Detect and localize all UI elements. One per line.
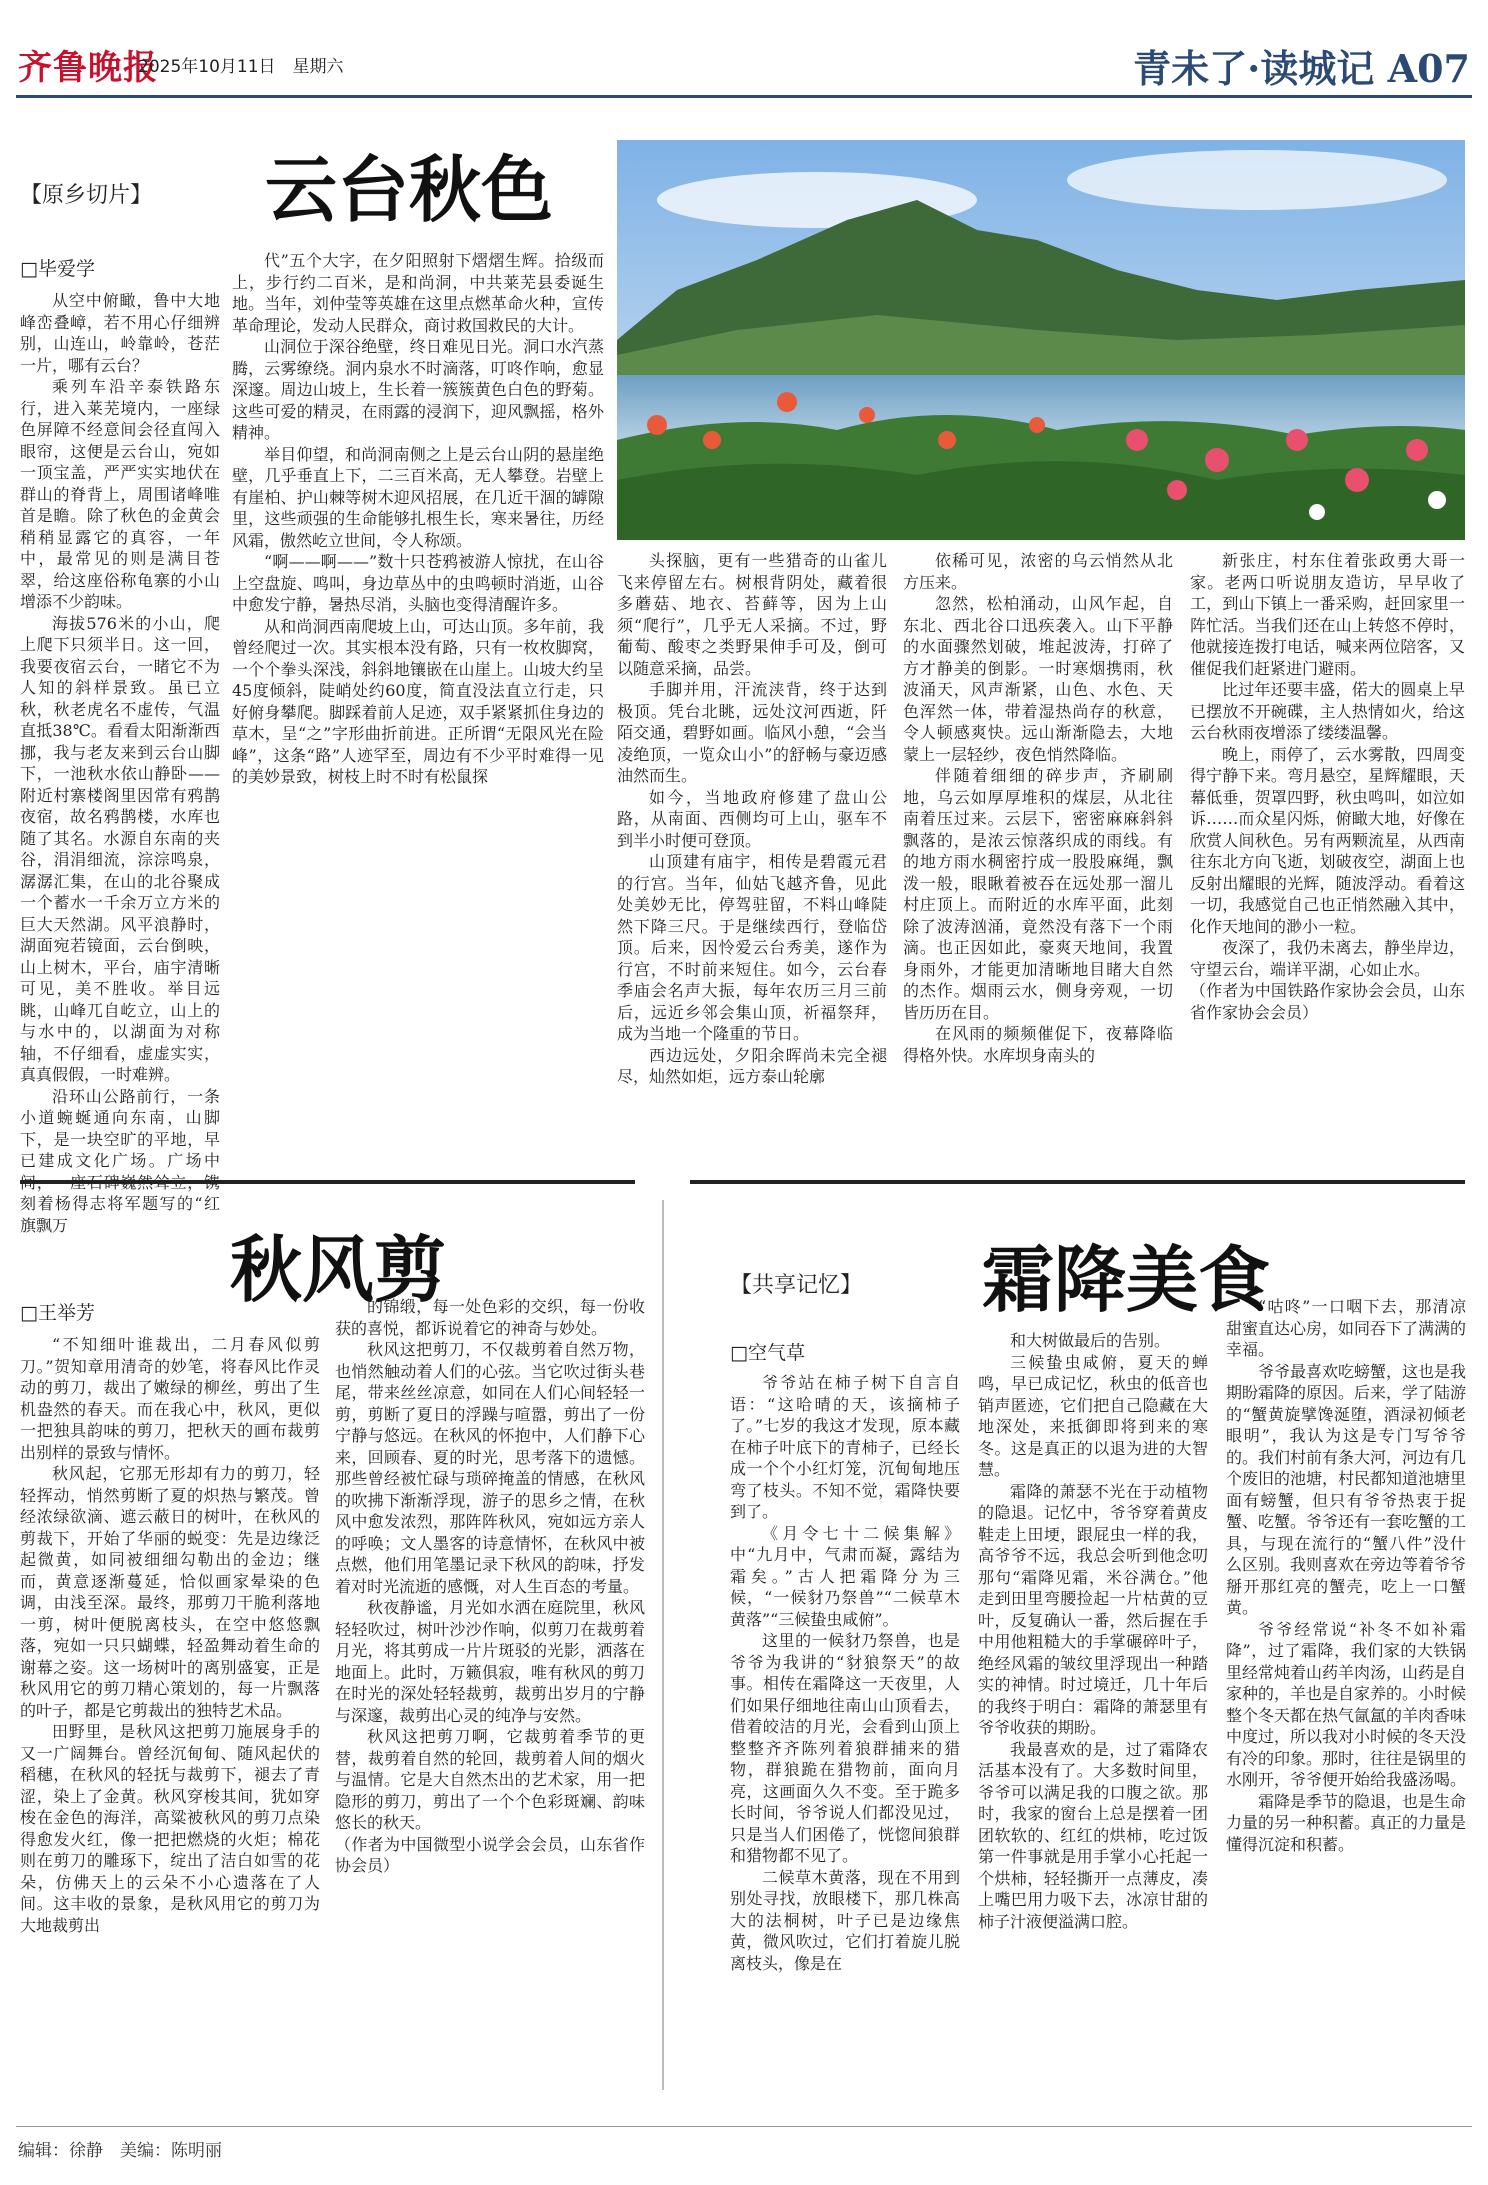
landscape-illustration [617, 140, 1465, 540]
column-divider [662, 1200, 664, 2090]
paragraph: 《月令七十二候集解》中“九月中，气肃而凝，露结为霜矣。”古人把霜降分为三候，“一候豺乃祭兽”“二候草木黄落”“三候蛰虫咸俯”。 [730, 1523, 960, 1629]
author-note: （作者为中国铁路作家协会会员，山东省作家协会会员） [1190, 981, 1465, 1022]
paragraph: 这里的一候豺乃祭兽，也是爷爷为我讲的“豺狼祭天”的故事。相传在霜降这一天夜里，人们如果仔细地往南山山顶看去，借着皎洁的月光，会看到山顶上整整齐齐陈列着狼群捕来的猎物，群狼跪在猎物前，面向月亮，这画面久久不变。至于跪多长时间，爷爷说人们都没见过，只是当人们困倦了，恍惚间狼群和猎物都不见了。 [730, 1631, 960, 1865]
article3-tag: 【共享记忆】 [730, 1273, 863, 1298]
paragraph: 伴随着细细的碎步声，齐刷刷地，乌云如厚厚堆积的煤层，从北往南着压过来。云层下，密密麻麻斜斜飘落的，是浓云惊落织成的雨线。有的地方雨水稠密拧成一股股麻绳，飘泼一般，眼瞅着被吞在远处那一溜儿村庄顶上。而附近的水库平面，此刻除了波涛汹涌，竟然没有落下一个雨滴。也正因如此，豪爽天地间，我置身雨外，才能更加清晰地目睹大自然的杰作。烟雨云水，侧身旁观，一切皆历历在目。 [903, 766, 1173, 1022]
article1-tag: 【原乡切片】 [20, 183, 153, 208]
masthead-rule [16, 95, 1472, 98]
paragraph: 夜深了，我仍未离去，静坐岸边，守望云台，端详平湖，心如止水。 [1190, 938, 1465, 979]
paragraph: 西边远处，夕阳余晖尚未完全褪尽，灿然如炬，远方泰山轮廓 [617, 1045, 887, 1086]
paragraph: 如今，当地政府修建了盘山公路，从南面、西侧均可上山，驱车不到半小时便可登顶。 [617, 787, 887, 850]
section-title: 青未了·读城记 A07 [1133, 46, 1470, 91]
landscape-photo [617, 140, 1465, 540]
article3-title: 霜降美食 [982, 1237, 1271, 1322]
paragraph: “啊——啊——”数十只苍鸦被游人惊扰，在山谷上空盘旋、鸣叫，身边草丛中的虫鸣顿时消逝，山谷中愈发宁静，暑热尽消，头脑也变得清醒许多。 [232, 552, 604, 614]
paragraph: 举目仰望，和尚洞南侧之上是云台山阴的悬崖绝壁，几乎垂直上下，二三百米高，无人攀登。岩壁上有崖柏、护山棘等树木迎风招展，在几近干涸的罅隙里，这些顽强的生命能够扎根生长，寒来暑往，历经风霜，傲然屹立世间，令人称颂。 [232, 444, 604, 550]
paragraph: 我最喜欢的是，过了霜降农活基本没有了。大多数时间里，爷爷可以满足我的口腹之欲。那时，我家的窗台上总是摆着一团团软软的、红红的烘柿，吃过饭第一件事就是用手掌小心托起一个烘柿，轻轻撕开一点薄皮，凑上嘴巴用力吸下去，冰凉甘甜的柿子汁液便溢满口腔。 [978, 1739, 1208, 1931]
author-note: （作者为中国微型小说学会会员，山东省作协会员） [335, 1834, 645, 1875]
paragraph: 霜降的萧瑟不光在于动植物的隐退。记忆中，爷爷穿着黄皮鞋走上田埂，跟屁虫一样的我，高爷爷不远，我总会听到他念叨那句“霜降见霜，米谷满仓。”他走到田里弯腰捡起一片枯黄的豆叶，反复确认一番，然后握在手中用他粗糙大的手掌碾碎叶子，绝经风霜的皱纹里浮现出一种踏实的神情。时过境迁，几十年后的我终于明白：霜降的萧瑟里有爷爷收获的期盼。 [978, 1481, 1208, 1737]
article1-column-1 [20, 290, 220, 1235]
article1-column-4 [903, 550, 1173, 1065]
article3-byline: □空气草 [730, 1342, 805, 1364]
paragraph: 海拔576米的小山，爬上爬下只须半日。这一回，我要夜宿云台，一睹它不为人知的斜样景致。虽已立秋，秋老虎名不虚传，气温直抵38℃。看看太阳渐渐西挪，我与老友来到云台山脚下，一池秋水依山静卧——附近村寨楼阁里因常有鸦鹊夜宿，故名鸦鹊楼，水库也随了其名。水源自东南的夹谷，涓涓细流，淙淙鸣泉，潺潺汇集，在山的北谷聚成一个蓄水一千余万立方米的巨大天然湖。风平浪静时，湖面宛若镜面，云台倒映，山上树木，平台，庙宇清晰可见，美不胜收。举目远眺，山峰兀自屹立，山上的与水中的，以湖面为对称轴，不仔细看，虚虚实实，真真假假，一时难辨。 [20, 613, 220, 1084]
article1-column-2 [232, 250, 604, 850]
paragraph: 山顶建有庙宇，相传是碧霞元君的行宫。当年，仙姑飞越齐鲁，见此处美妙无比，停驾驻留，不料山峰陡然下降三尺。于是继续西行，登临岱顶。后来，因怜爱云台秀美，遂作为行宫，不时前来短住。如今，云台春季庙会名声大振，每年农历三月三前后，远近乡邻会集山顶，祈福祭拜，成为当地一个隆重的节日。 [617, 852, 887, 1043]
article3-column-1 [730, 1372, 960, 2112]
paragraph: 秋风这把剪刀，不仅裁剪着自然万物，也悄然触动着人们的心弦。当它吹过街头巷尾，带来丝丝凉意，如同在人们心间轻轻一剪，剪断了夏日的浮躁与喧嚣，剪出了一份宁静与悠远。在秋风的怀抱中，人们静下心来，回顾春、夏的时光，思考落下的遗憾。那些曾经被忙碌与琐碎掩盖的情感，在秋风的吹拂下渐渐浮现，游子的思乡之情，在秋风中愈发浓烈，那阵阵秋风，宛如远方亲人的呼唤；文人墨客的诗意情怀，在秋风中被点燃，他们用笔墨记录下秋风的韵味，抒发着对时光流逝的感慨，对人生百态的考量。 [335, 1340, 645, 1596]
article3-column-2 [978, 1330, 1208, 2112]
paragraph: 的锦缎，每一处色彩的交织，每一份收获的喜悦，都诉说着它的神奇与妙处。 [335, 1297, 645, 1338]
article2-column-1 [20, 1334, 320, 2114]
paragraph: 从空中俯瞰，鲁中大地峰峦叠嶂，若不用心仔细辨别，山连山，岭靠岭，苍茫一片，哪有云台？ [20, 291, 220, 375]
paragraph: 秋夜静谧，月光如水洒在庭院里，秋风轻轻吹过，树叶沙沙作响，似剪刀在裁剪着月光，将其剪成一片片斑驳的光影，洒落在地面上。此时，万籁俱寂，唯有秋风的剪刀在时光的深处轻轻裁剪，裁剪出岁月的宁静与深邃，裁剪出心灵的纯净与安然。 [335, 1598, 645, 1725]
paragraph: 爷爷站在柿子树下自言自语：“这哈晴的天，该摘柿子了。”七岁的我这才发现，原本藏在柿子叶底下的青柿子，已经长成一个个小红灯笼，沉甸甸地压弯了枝头。不知不觉，霜降快要到了。 [730, 1373, 960, 1521]
paragraph: 从和尚洞西南爬坡上山，可达山顶。多年前，我曾经爬过一次。其实根本没有路，只有一枚枚脚窝，一个个拳头深浅，斜斜地镶嵌在山崖上。山坡大约呈45度倾斜，陡峭处约60度，简直没法直立行走，只好俯身攀爬。脚踩着前人足迹，双手紧紧抓住身边的草木，呈“之”字形曲折前进。正所谓“无限风光在险峰”，这条“路”人迹罕至，周边有不少平时难得一见的美妙景致，树枝上时不时有松鼠探 [232, 616, 604, 786]
paragraph: “咕咚”一口咽下去，那清凉甜蜜直达心房，如同吞下了满满的幸福。 [1226, 1297, 1467, 1359]
paragraph: 依稀可见，浓密的乌云悄然从北方压来。 [903, 551, 1173, 592]
paragraph: 爷爷经常说“补冬不如补霜降”，过了霜降，我们家的大铁锅里经常炖着山药羊肉汤，山药是自家种的，羊也是自家养的。小时候整个冬天都在热气氤氲的羊肉香味中度过，所以我对小时候的冬天没有冷的印象。那时，往往是锅里的水刚开，爷爷便开始给我盛汤喝。 [1226, 1619, 1467, 1789]
issue-date: 2025年10月11日 星期六 [138, 57, 344, 77]
paragraph: 山洞位于深谷绝壁，终日难见日光。洞口水汽蒸腾，云雾缭绕。洞内泉水不时滴落，叮咚作响，愈显深邃。周边山坡上，生长着一簇簇黄色白色的野菊。这些可爱的精灵，在雨露的浸润下，迎风飘摇，格外精神。 [232, 337, 604, 442]
article3-column-3 [1226, 1296, 1466, 2112]
paragraph: 田野里，是秋风这把剪刀施展身手的又一广阔舞台。曾经沉甸甸、随风起伏的稻穗，在秋风的轻抚与裁剪下，褪去了青涩，染上了金黄。秋风穿梭其间，犹如穿梭在金色的海洋，高粱被秋风的剪刀点染得愈发火红，像一把把燃烧的火炬；棉花则在剪刀的雕琢下，绽出了洁白如雪的花朵，仿佛天上的云朵不小心遗落在了人间。这丰收的景象，是秋风用它的剪刀为大地裁剪出 [20, 1722, 320, 1935]
article2-title: 秋风剪 [230, 1227, 447, 1312]
newspaper-logo: 齐鲁晚报 [18, 48, 158, 88]
section-divider-left [20, 1180, 635, 1184]
paragraph: 霜降是季节的隐退，也是生命力量的另一种积蓄。真正的力量是懂得沉淀和积蓄。 [1226, 1791, 1467, 1854]
article1-title: 云台秋色 [265, 147, 554, 232]
paragraph: 秋风这把剪刀啊，它裁剪着季节的更替，裁剪着自然的轮回，裁剪着人间的烟火与温情。它是大自然杰出的艺术家，用一把隐形的剪刀，剪出了一个个色彩斑斓、韵味悠长的秋天。 [335, 1727, 645, 1832]
paragraph: 手脚并用，汗流浃背，终于达到极顶。凭台北眺，远处汶河西逝，阡陌交通，碧野如画。临风小憩，“会当凌绝顶，一览众山小”的舒畅与豪迈感油然而生。 [617, 680, 887, 785]
paragraph: 二候草木黄落，现在不用到别处寻找，放眼楼下，那几株高大的法桐树，叶子已是边缘焦黄，微风吹过，它们打着旋儿脱离枝头，像是在 [730, 1867, 960, 1973]
paragraph: “不知细叶谁裁出，二月春风似剪刀。”贺知章用清奇的妙笔，将春风比作灵动的剪刀，裁出了嫩绿的柳丝，剪出了生机盎然的春天。而在我心中，秋风，更似一把独具韵味的剪刀，把秋天的画布裁剪出别样的景致与情怀。 [20, 1335, 320, 1462]
paragraph: 秋风起，它那无形却有力的剪刀，轻轻挥动，悄然剪断了夏的炽热与繁茂。曾经浓绿欲滴、遮云蔽日的树叶，在秋风的剪裁下，开始了华丽的蜕变：先是边缘泛起微黄，如同被细细勾勒出的金边；继而，黄意逐渐蔓延，恰似画家晕染的色调，由浅至深。最终，那剪刀干脆利落地一剪，树叶便脱离枝头，在空中悠悠飘落，宛如一只只蝴蝶，轻盈舞动着生命的谢幕之姿。这一场树叶的离别盛宴，正是秋风用它的剪刀精心策划的，每一片飘落的叶子，都是它剪裁出的独特艺术品。 [20, 1464, 320, 1720]
paragraph: 晚上，雨停了，云水雾散，四周变得宁静下来。弯月悬空，星辉耀眼，天幕低垂，贺罩四野，秋虫鸣叫，如泣如诉……而众星闪烁，俯瞰大地，好像在欣赏人间秋色。另有两颗流星，从西南往东北方向飞逝，划破夜空，湖面上也反射出耀眼的光辉，随波浮动。看着这一切，我感觉自己也正悄然融入其中，化作天地间的渺小一粒。 [1190, 744, 1465, 936]
paragraph: 爷爷最喜欢吃螃蟹，这也是我期盼霜降的原因。后来，学了陆游的“蟹黄旋擘馋涎堕，酒渌初倾老眼明”，我认为这是专门写爷爷的。我们村前有条大河，河边有几个废旧的池塘，村民都知道池塘里面有螃蟹，但只有爷爷热衷于捉蟹、吃蟹。爷爷还有一套吃蟹的工具，与现在流行的“蟹八件”没什么区别。我则喜欢在旁边等着爷爷掰开那红亮的蟹壳，吃上一口蟹黄。 [1226, 1361, 1467, 1617]
article2-column-2 [335, 1296, 645, 2116]
article1-column-3 [617, 550, 887, 1086]
paragraph: 头探脑，更有一些猎奇的山雀儿飞来停留左右。树根背阴处，藏着很多蘑菇、地衣、苔藓等，因为上山须“爬行”，几乎无人采摘。不过，野葡萄、酸枣之类野果伸手可及，倒可以随意采摘，品尝。 [617, 551, 887, 678]
article2-byline: □王举芳 [20, 1302, 95, 1324]
paragraph: 新张庄，村东住着张政勇大哥一家。老两口听说朋友造访，早早收了工，到山下镇上一番采购，赶回家里一阵忙活。当我们还在山上转悠不停时，他就接连拨打电话，喊来两位陪客，又催促我们赶紧进门避雨。 [1190, 551, 1465, 678]
article1-byline: □毕爱学 [20, 258, 95, 280]
paragraph: 三候蛰虫咸俯，夏天的蝉鸣，早已成记忆，秋虫的低音也销声匿迹，它们把自己隐藏在大地深处，来抵御即将到来的寒冬。这是真正的以退为进的大智慧。 [978, 1352, 1208, 1479]
paragraph: 乘列车沿辛泰铁路东行，进入莱芜境内，一座绿色屏障不经意间会径直闯入眼帘，这便是云台山，宛如一顶宝盖，严严实实地伏在群山的脊背上，周围诸峰唯首是瞻。除了秋色的金黄会稍稍显露它的真容，一年中，最常见的则是满目苍翠，给这座俗称龟寨的小山增添不少韵味。 [20, 377, 220, 611]
article1-column-5 [1190, 550, 1465, 1022]
paragraph: 比过年还要丰盛，偌大的圆桌上早已摆放不开碗碟，主人热情如火，给这云台秋雨夜增添了缕缕温馨。 [1190, 680, 1465, 742]
paragraph: 代”五个大字，在夕阳照射下熠熠生辉。拾级而上，步行约二百米，是和尚洞，中共莱芜县委诞生地。当年，刘仲莹等英雄在这里点燃革命火种，宣传革命理论，发动人民群众，商讨救国救民的大计。 [232, 251, 604, 335]
paragraph: 在风雨的频频催促下，夜幕降临得格外快。水库坝身南头的 [903, 1024, 1173, 1065]
paragraph: 沿环山公路前行，一条小道蜿蜒通向东南，山脚下，是一块空旷的平地，早已建成文化广场。广场中 刻着杨得志将军题写的“红旗飘万 [20, 1086, 220, 1235]
paragraph: 忽然，松柏涌动，山风乍起，自东北、西北谷口迅疾袭入。山下平静的水面骤然划破，堆起波涛，打碎了方才静美的倒影。一时寒烟携雨，秋波涌天，风声渐紧，山色、水色、天色浑然一体，带着湿热尚存的秋意，令人顿感爽快。远山渐渐隐去，大地蒙上一层轻纱，夜色悄然降临。 [903, 594, 1173, 764]
paragraph: 和大树做最后的告别。 [1010, 1331, 1171, 1350]
footer-rule [16, 2126, 1472, 2127]
editor-credit: 编辑：徐静 美编：陈明丽 [18, 2141, 222, 2161]
section-divider-right [690, 1180, 1465, 1184]
